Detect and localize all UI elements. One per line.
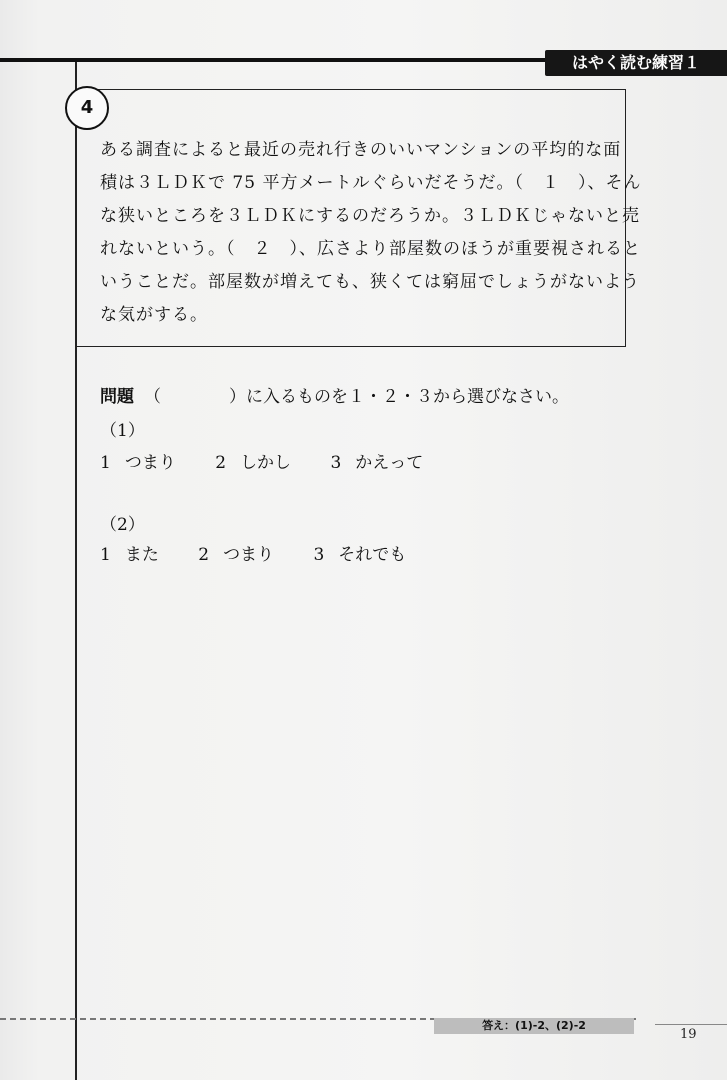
footer-rule (655, 1024, 727, 1025)
section-title-tab: はやく読む練習１ (545, 50, 727, 76)
passage-line: ある調査によると最近の売れ行きのいいマンションの平均的な面 (100, 140, 622, 160)
choice-option[interactable]: 3 それでも (313, 545, 407, 565)
question-prompt (100, 382, 569, 407)
choice-option[interactable]: 1 また (100, 545, 159, 565)
answer-key: 答え：(1)-2、(2)-2 (434, 1018, 634, 1034)
passage-line: 積は３ＬＤＫで 75 平方メートルぐらいだそうだ。（ １ ）、そん (100, 173, 642, 193)
passage-line: いうことだ。部屋数が増えても、狭くては窮屈でしょうがないよう (100, 272, 640, 292)
passage-line: れないという。（ ２ ）、広さより部屋数のほうが重要視されると (100, 239, 641, 259)
page-number: 19 (680, 1027, 697, 1042)
choice-option[interactable]: 1 つまり (100, 453, 176, 473)
passage-text (100, 134, 642, 332)
question-part-label: （2） (100, 515, 145, 535)
choice-option[interactable]: 2 しかし (215, 453, 292, 473)
question-part-label: （1） (100, 421, 145, 441)
question-label: 問題 (100, 387, 134, 407)
question-instruction: （ ）に入るものを１・２・３から選びなさい。 (144, 387, 569, 407)
passage-line: な気がする。 (100, 305, 208, 325)
passage-line: な狭いところを３ＬＤＫにするのだろうか。３ＬＤＫじゃないと売 (100, 206, 640, 226)
header-rule (0, 58, 560, 62)
choice-row (100, 540, 440, 565)
choice-option[interactable]: 2 つまり (198, 545, 275, 565)
choice-option[interactable]: 3 かえって (330, 453, 424, 473)
choice-row (100, 448, 457, 473)
passage-number-badge: 4 (65, 86, 109, 130)
